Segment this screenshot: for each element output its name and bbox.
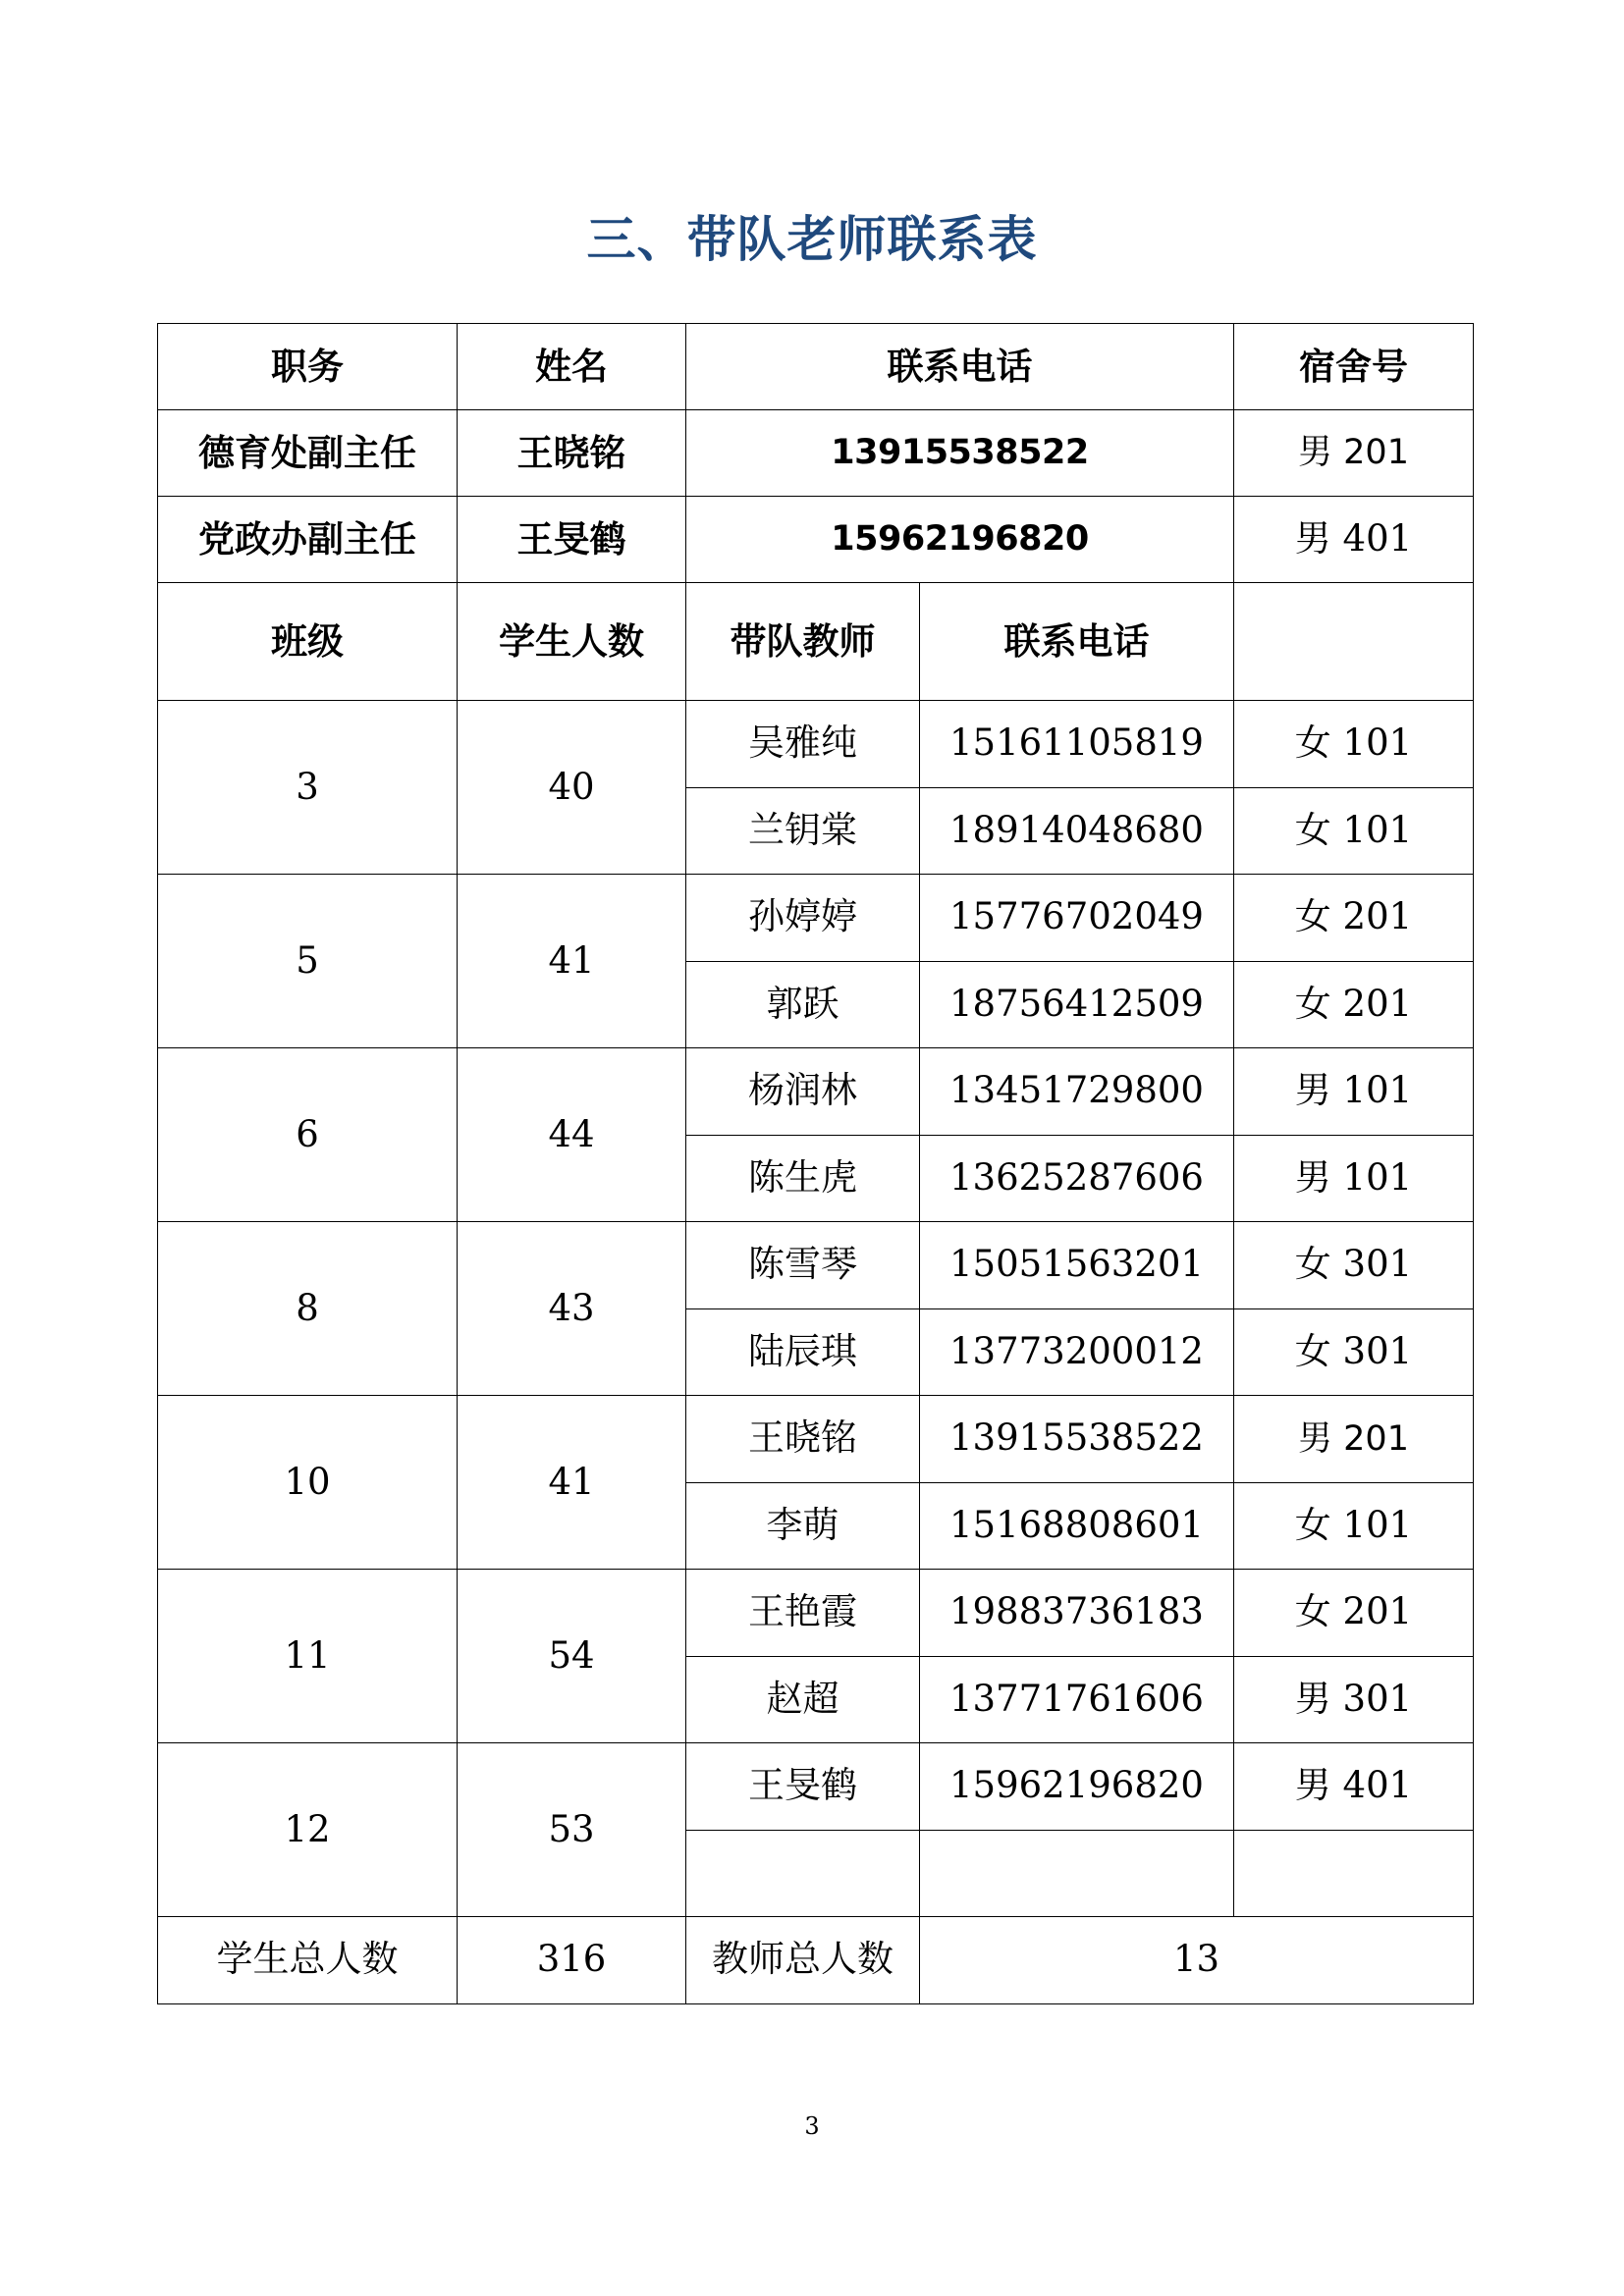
empty-cell <box>686 1830 920 1917</box>
totals-row <box>158 1917 1474 2004</box>
teacher-name: 赵超 <box>686 1656 920 1743</box>
teacher-name: 陈生虎 <box>686 1135 920 1222</box>
teachers-total-value: 13 <box>920 1917 1474 2004</box>
table-row <box>158 701 1474 788</box>
teacher-dorm: 女 201 <box>1234 961 1474 1048</box>
teacher-dorm: 女 301 <box>1234 1308 1474 1396</box>
teacher-name: 孙婷婷 <box>686 875 920 962</box>
header-role: 职务 <box>158 324 458 410</box>
page-number: 3 <box>804 2112 820 2140</box>
student-count: 40 <box>458 701 686 875</box>
class-number: 11 <box>158 1570 458 1743</box>
student-count: 44 <box>458 1048 686 1222</box>
teacher-dorm: 女 101 <box>1234 1482 1474 1570</box>
table-row <box>158 1396 1474 1483</box>
teacher-name: 王晓铭 <box>686 1396 920 1483</box>
teacher-phone: 15962196820 <box>920 1743 1234 1831</box>
header-phone: 联系电话 <box>686 324 1234 410</box>
page-title: 三、带队老师联系表 <box>586 211 1038 268</box>
teacher-phone: 15776702049 <box>920 875 1234 962</box>
teacher-phone: 15168808601 <box>920 1482 1234 1570</box>
teachers-total-label: 教师总人数 <box>686 1917 920 2004</box>
table-row <box>158 875 1474 962</box>
teacher-phone: 13625287606 <box>920 1135 1234 1222</box>
student-count: 43 <box>458 1222 686 1396</box>
students-total-label: 学生总人数 <box>158 1917 458 2004</box>
students-total-value: 316 <box>458 1917 686 2004</box>
teacher-phone: 19883736183 <box>920 1570 1234 1657</box>
table-row <box>158 1570 1474 1657</box>
student-count: 41 <box>458 875 686 1048</box>
teacher-contact-table <box>157 323 1474 2004</box>
empty-cell <box>1234 1830 1474 1917</box>
teacher-name: 李萌 <box>686 1482 920 1570</box>
teacher-phone: 15051563201 <box>920 1222 1234 1309</box>
leader-phone: 13915538522 <box>686 410 1234 497</box>
leader-name: 王旻鹤 <box>458 497 686 583</box>
teacher-phone: 18756412509 <box>920 961 1234 1048</box>
header-dorm: 宿舍号 <box>1234 324 1474 410</box>
teacher-dorm: 男 101 <box>1234 1135 1474 1222</box>
leader-row <box>158 410 1474 497</box>
teacher-phone: 13773200012 <box>920 1308 1234 1396</box>
leader-header-row <box>158 324 1474 410</box>
leader-name: 王晓铭 <box>458 410 686 497</box>
leader-role: 德育处副主任 <box>158 410 458 497</box>
teacher-name: 陈雪琴 <box>686 1222 920 1309</box>
teacher-dorm: 男 301 <box>1234 1656 1474 1743</box>
teacher-dorm: 女 201 <box>1234 875 1474 962</box>
teacher-dorm: 女 201 <box>1234 1570 1474 1657</box>
student-count: 41 <box>458 1396 686 1570</box>
teacher-dorm: 男 201 <box>1234 1396 1474 1483</box>
teacher-dorm: 女 101 <box>1234 701 1474 788</box>
teacher-name: 兰钥棠 <box>686 787 920 875</box>
teacher-phone: 13771761606 <box>920 1656 1234 1743</box>
teacher-name: 王旻鹤 <box>686 1743 920 1831</box>
header-class: 班级 <box>158 583 458 701</box>
leader-dorm: 男 201 <box>1234 410 1474 497</box>
leader-dorm: 男 401 <box>1234 497 1474 583</box>
teacher-phone: 18914048680 <box>920 787 1234 875</box>
leader-row <box>158 497 1474 583</box>
teacher-name: 王艳霞 <box>686 1570 920 1657</box>
class-number: 8 <box>158 1222 458 1396</box>
header-students: 学生人数 <box>458 583 686 701</box>
teacher-phone: 15161105819 <box>920 701 1234 788</box>
teacher-dorm: 男 401 <box>1234 1743 1474 1831</box>
teacher-phone: 13915538522 <box>920 1396 1234 1483</box>
teacher-name: 杨润林 <box>686 1048 920 1136</box>
header-empty <box>1234 583 1474 701</box>
class-number: 6 <box>158 1048 458 1222</box>
teacher-dorm: 女 101 <box>1234 787 1474 875</box>
class-header-row <box>158 583 1474 701</box>
teacher-phone: 13451729800 <box>920 1048 1234 1136</box>
leader-role: 党政办副主任 <box>158 497 458 583</box>
table-row <box>158 1743 1474 1831</box>
class-number: 5 <box>158 875 458 1048</box>
header-teacher: 带队教师 <box>686 583 920 701</box>
class-number: 10 <box>158 1396 458 1570</box>
class-number: 3 <box>158 701 458 875</box>
empty-cell <box>920 1830 1234 1917</box>
teacher-dorm: 男 101 <box>1234 1048 1474 1136</box>
header-teacher-phone: 联系电话 <box>920 583 1234 701</box>
student-count: 54 <box>458 1570 686 1743</box>
table-row <box>158 1048 1474 1136</box>
class-number: 12 <box>158 1743 458 1917</box>
leader-phone: 15962196820 <box>686 497 1234 583</box>
teacher-name: 吴雅纯 <box>686 701 920 788</box>
teacher-dorm: 女 301 <box>1234 1222 1474 1309</box>
teacher-name: 郭跃 <box>686 961 920 1048</box>
table-row <box>158 1222 1474 1309</box>
header-name: 姓名 <box>458 324 686 410</box>
student-count: 53 <box>458 1743 686 1917</box>
teacher-name: 陆辰琪 <box>686 1308 920 1396</box>
